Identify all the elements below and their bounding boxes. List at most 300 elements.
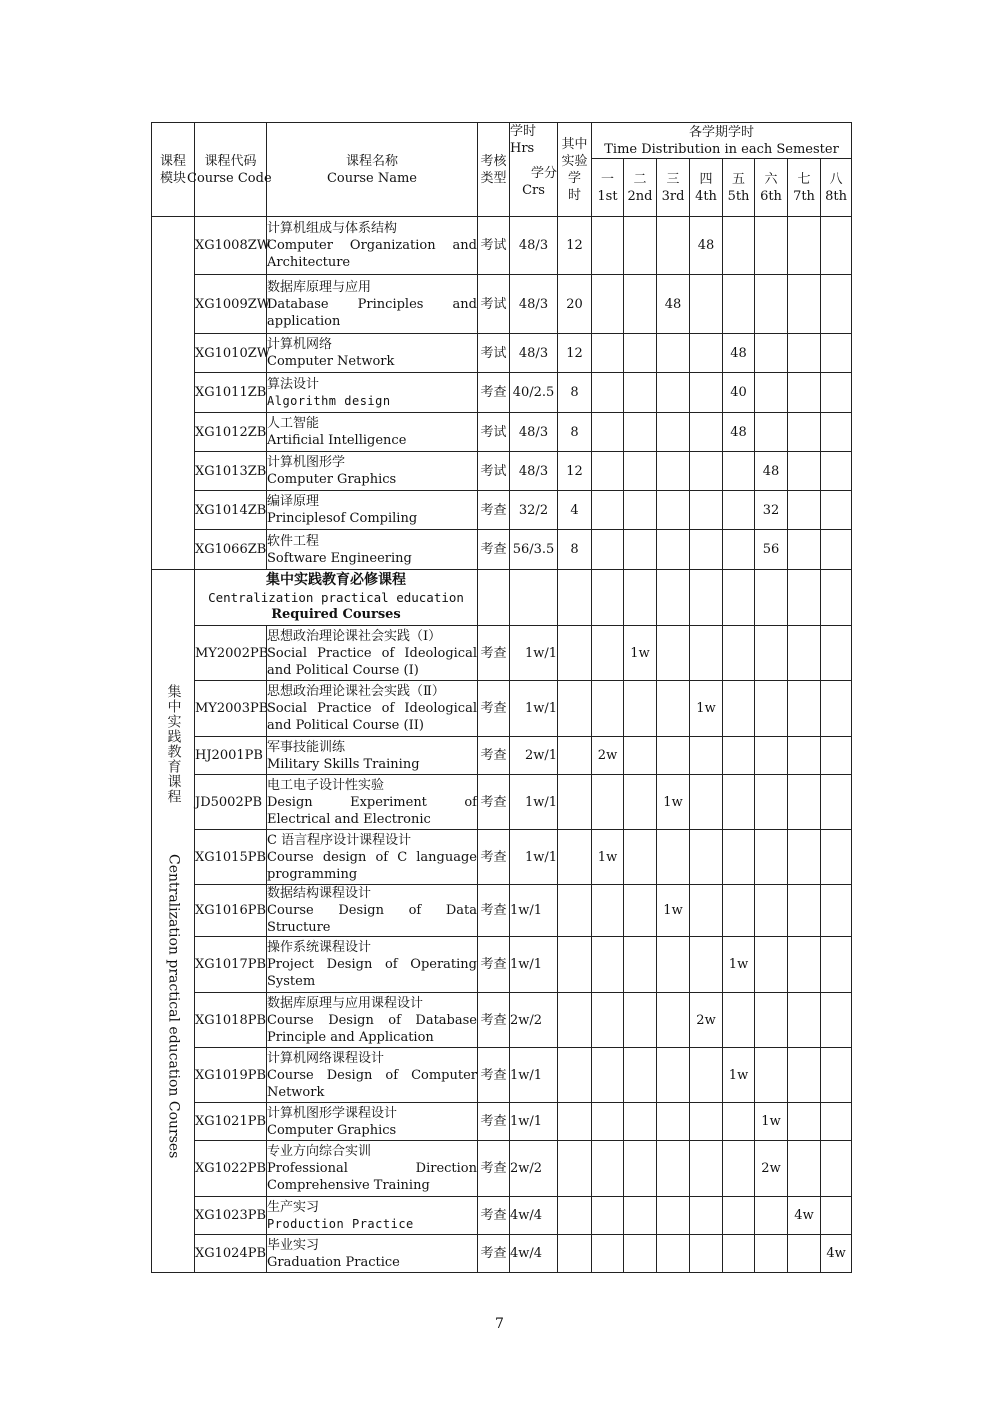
semester-header — [592, 159, 624, 217]
semester-hours-cell — [690, 1197, 723, 1235]
assess-type: 考查 — [480, 903, 507, 918]
hours-credits-cell — [510, 993, 558, 1048]
course-code: HJ2001PB — [195, 748, 263, 763]
course-name-cell — [267, 334, 478, 373]
hours-credits-cell — [510, 737, 558, 775]
semester-hours-cell — [592, 373, 624, 413]
lab-hours: 4 — [570, 502, 579, 518]
semester-hours-cell — [755, 1103, 788, 1141]
semester-hours-cell — [788, 1197, 821, 1235]
course-name-zh: 计算机图形学 — [267, 455, 346, 470]
semester-hours-cell — [657, 530, 690, 570]
lab-hours-cell — [558, 885, 592, 937]
hours-credits-cell — [510, 1197, 558, 1235]
hours-credits: 56/3.5 — [512, 542, 555, 557]
course-name-zh: 生产实习 — [267, 1199, 320, 1215]
semester-hours-cell — [788, 775, 821, 830]
table-row — [152, 681, 852, 737]
hours-credits-cell — [510, 491, 558, 530]
course-name-zh: 专业方向综合实训 — [267, 1144, 372, 1159]
semester-hours: 48 — [730, 345, 747, 361]
module-name-zh: 集中实践教育课程 — [165, 683, 182, 804]
lab-hours-cell — [558, 1197, 592, 1235]
table-row — [152, 626, 852, 681]
semester-hours-cell — [788, 1141, 821, 1197]
assess-type: 考试 — [480, 296, 507, 312]
course-name-en: Software Engineering — [267, 550, 412, 566]
semester-header — [821, 159, 852, 217]
semester-hours: 2w — [761, 1161, 781, 1176]
semester-zh: 三 — [666, 171, 680, 187]
assess-type-cell — [478, 1197, 510, 1235]
semester-hours-cell — [755, 413, 788, 452]
course-code-cell — [195, 681, 267, 737]
assess-type: 考试 — [480, 345, 507, 361]
section-title-row — [152, 570, 852, 626]
semester-hours-cell — [690, 413, 723, 452]
hours-credits: 1w/1 — [524, 794, 557, 810]
semester-hours: 48 — [730, 424, 747, 440]
semester-hours-cell — [624, 1197, 657, 1235]
name-header — [267, 123, 478, 217]
hours-credits-cell — [510, 275, 558, 334]
course-code-cell — [195, 217, 271, 275]
course-name-cell — [267, 1197, 478, 1235]
hours-credits: 40/2.5 — [512, 385, 555, 400]
hours-credits-cell — [510, 830, 558, 885]
course-name-cell — [267, 1103, 478, 1141]
hours-credits-cell — [510, 413, 558, 452]
semester-hours-cell — [690, 1048, 723, 1103]
course-code-cell — [195, 491, 267, 530]
semester-hours-cell — [821, 491, 852, 530]
lab-hours-cell — [558, 413, 592, 452]
semester-hours-cell — [723, 737, 755, 775]
lab-hours-cell — [558, 1141, 592, 1197]
semester-hours-cell — [788, 217, 821, 275]
semester-zh: 七 — [797, 171, 811, 187]
course-code: XG1011ZB — [195, 385, 267, 400]
lab-hours-cell — [558, 626, 592, 681]
assess-type: 考试 — [480, 238, 507, 253]
course-code-cell — [195, 413, 267, 452]
semester-hours-cell — [821, 452, 852, 491]
course-name-cell — [267, 413, 478, 452]
course-name-zh: 毕业实习 — [267, 1237, 320, 1253]
dist-header-zh: 各学期学时 — [689, 124, 755, 140]
empty-cell — [624, 570, 657, 626]
course-code-cell — [195, 885, 267, 937]
semester-header — [755, 159, 788, 217]
semester-hours-cell — [788, 830, 821, 885]
course-name-en: Computer Network — [267, 354, 395, 369]
semester-hours-cell — [755, 1197, 788, 1235]
table-header — [152, 123, 852, 217]
course-name-cell — [267, 681, 478, 737]
semester-hours-cell — [657, 830, 690, 885]
lab-hours: 20 — [566, 296, 583, 312]
hours-credits: 1w/1 — [510, 957, 543, 972]
semester-hours-cell — [657, 885, 690, 937]
course-name-zh: 军事技能训练 — [267, 739, 346, 755]
semester-hours: 32 — [762, 502, 780, 518]
semester-hours-cell — [788, 1048, 821, 1103]
course-name-zh: 数据库原理与应用 — [267, 279, 372, 295]
hours-credits: 48/3 — [518, 345, 549, 361]
course-name-cell — [267, 830, 478, 885]
hours-credits: 1w/1 — [524, 701, 557, 716]
semester-header — [624, 159, 657, 217]
semester-hours-cell — [690, 830, 723, 885]
semester-hours-cell — [821, 334, 852, 373]
course-name-en: Course design of C language programming — [267, 849, 477, 882]
semester-en: 1st — [597, 188, 618, 204]
course-name-en: Design Experiment of Electrical and Electronic — [267, 794, 477, 827]
semester-hours-cell — [657, 1141, 690, 1197]
semester-hours-cell — [592, 775, 624, 830]
semester-hours-cell — [723, 681, 755, 737]
semester-hours-cell — [821, 775, 852, 830]
course-code: XG1022PB — [195, 1161, 267, 1176]
semester-hours-cell — [821, 830, 852, 885]
semester-hours-cell — [690, 737, 723, 775]
semester-hours-cell — [624, 275, 657, 334]
course-name-cell — [267, 937, 478, 993]
hours-credits-cell — [510, 530, 558, 570]
semester-hours-cell — [624, 413, 657, 452]
course-name-zh: 思想政治理论课社会实践（Ⅱ） — [267, 684, 445, 699]
semester-hours-cell — [821, 1197, 852, 1235]
course-code: XG1012ZB — [195, 424, 267, 440]
semester-hours-cell — [821, 1235, 852, 1273]
semester-hours-cell — [592, 1103, 624, 1141]
course-name-zh: 思想政治理论课社会实践（Ⅰ） — [267, 628, 442, 644]
semester-hours-cell — [723, 937, 755, 993]
semester-hours: 1w — [696, 701, 716, 716]
course-name-cell — [267, 737, 478, 775]
course-name-zh: 计算机组成与体系结构 — [267, 221, 398, 236]
semester-hours-cell — [821, 737, 852, 775]
semester-en: 4th — [695, 188, 717, 204]
semester-hours-cell — [723, 530, 755, 570]
dist-header — [592, 123, 852, 159]
assess-type: 考查 — [480, 1161, 507, 1176]
lab-hours-cell — [558, 681, 592, 737]
semester-hours-cell — [788, 937, 821, 993]
assess-type-cell — [478, 830, 510, 885]
semester-hours-cell — [657, 737, 690, 775]
code-header-en: Course Code — [187, 170, 272, 186]
semester-hours-cell — [592, 530, 624, 570]
semester-hours-cell — [821, 993, 852, 1048]
semester-hours-cell — [723, 1103, 755, 1141]
semester-hours-cell — [592, 1141, 624, 1197]
empty-cell — [510, 570, 558, 626]
assess-type-cell — [478, 275, 510, 334]
table-row — [152, 1197, 852, 1235]
semester-hours-cell — [624, 334, 657, 373]
empty-cell — [755, 570, 788, 626]
course-code: XG1066ZB — [195, 542, 267, 557]
course-code-cell — [195, 452, 267, 491]
table-row — [152, 275, 852, 334]
empty-cell — [821, 570, 852, 626]
course-code: JD5002PB — [195, 794, 263, 810]
semester-hours-cell — [755, 937, 788, 993]
course-name-en: Production Practice — [267, 1216, 414, 1231]
course-code: XG1024PB — [195, 1246, 267, 1261]
table-row — [152, 217, 852, 275]
semester-hours-cell — [657, 937, 690, 993]
semester-hours-cell — [788, 681, 821, 737]
semester-hours-cell — [624, 1048, 657, 1103]
hours-credits: 48/3 — [518, 296, 549, 312]
semester-hours-cell — [755, 626, 788, 681]
assess-type-cell — [478, 775, 510, 830]
course-name-cell — [267, 217, 478, 275]
hours-credits: 2w/1 — [524, 748, 557, 763]
code-header-zh: 课程代码 — [204, 153, 257, 169]
semester-hours-cell — [657, 217, 690, 275]
semester-hours-cell — [657, 1197, 690, 1235]
semester-hours-cell — [624, 737, 657, 775]
semester-hours-cell — [788, 737, 821, 775]
semester-hours: 2w — [597, 748, 618, 763]
course-name-zh: 计算机网络 — [267, 337, 333, 352]
lab-hours: 12 — [566, 345, 583, 361]
table-body — [152, 217, 852, 1273]
assess-type-cell — [478, 681, 510, 737]
course-name-en: Course Design of Computer Network — [267, 1067, 477, 1100]
table-row — [152, 334, 852, 373]
semester-hours: 48 — [664, 296, 682, 312]
assess-type-cell — [478, 737, 510, 775]
course-name-en: Computer Organization and Architecture — [267, 238, 477, 270]
course-code-cell — [195, 737, 267, 775]
semester-hours-cell — [592, 681, 624, 737]
assess-type: 考查 — [480, 645, 507, 661]
semester-hours: 1w — [761, 1114, 781, 1129]
semester-hours-cell — [723, 830, 755, 885]
semester-hours: 1w — [663, 794, 683, 810]
hours-credits: 4w/4 — [510, 1208, 543, 1223]
semester-zh: 二 — [633, 171, 647, 187]
course-name-en: Graduation Practice — [267, 1254, 400, 1270]
semester-hours-cell — [592, 413, 624, 452]
hours-credits-cell — [510, 1048, 558, 1103]
course-name-en: Course Design of Database Principle and Application — [267, 1012, 477, 1045]
semester-hours-cell — [592, 830, 624, 885]
table-row — [152, 452, 852, 491]
semester-hours-cell — [788, 1235, 821, 1273]
semester-hours-cell — [755, 830, 788, 885]
table-row — [152, 530, 852, 570]
semester-hours-cell — [788, 530, 821, 570]
curriculum-table — [151, 122, 852, 1273]
course-name-en: Computer Graphics — [267, 472, 397, 487]
crs-header-zh: 学分 — [530, 166, 557, 181]
semester-en: 6th — [760, 188, 782, 204]
empty-cell — [478, 570, 510, 626]
course-name-zh: 电工电子设计性实验 — [267, 777, 385, 793]
semester-hours-cell — [821, 217, 852, 275]
hours-credits: 32/2 — [518, 502, 549, 518]
semester-hours-cell — [755, 1141, 788, 1197]
course-code-cell — [195, 993, 267, 1048]
semester-hours-cell — [821, 626, 852, 681]
name-header-en: Course Name — [326, 170, 417, 186]
course-code: XG1009ZW — [195, 296, 271, 312]
course-code-cell — [195, 1235, 267, 1273]
semester-hours-cell — [788, 373, 821, 413]
table-row — [152, 885, 852, 937]
course-code-cell — [195, 530, 267, 570]
table-row — [152, 1141, 852, 1197]
hours-credits: 1w/1 — [510, 1114, 543, 1129]
semester-hours-cell — [592, 937, 624, 993]
hours-credits: 48/3 — [518, 238, 549, 253]
semester-hours-cell — [723, 1235, 755, 1273]
semester-hours-cell — [624, 993, 657, 1048]
lab-hours: 12 — [566, 238, 583, 253]
semester-hours-cell — [624, 452, 657, 491]
semester-hours-cell — [592, 1197, 624, 1235]
semester-hours-cell — [624, 885, 657, 937]
course-code: XG1017PB — [195, 957, 267, 972]
lab-header-text: 其中 实验学 时 — [561, 136, 588, 203]
hours-credits-cell — [510, 681, 558, 737]
assess-type-cell — [478, 413, 510, 452]
lab-hours-cell — [558, 775, 592, 830]
semester-hours-cell — [723, 626, 755, 681]
semester-hours-cell — [657, 491, 690, 530]
course-code: XG1015PB — [195, 849, 267, 865]
page-number: 7 — [495, 1316, 504, 1332]
assess-type: 考查 — [480, 1208, 507, 1223]
course-name-en: Social Practice of Ideological and Political Course (I) — [267, 645, 477, 678]
semester-hours-cell — [723, 217, 755, 275]
assess-type: 考查 — [480, 502, 507, 518]
module-header-text: 课程 模块 — [159, 153, 186, 186]
semester-hours-cell — [657, 1235, 690, 1273]
semester-hours-cell — [657, 626, 690, 681]
semester-hours-cell — [624, 217, 657, 275]
semester-hours-cell — [592, 334, 624, 373]
semester-hours-cell — [755, 1048, 788, 1103]
semester-hours-cell — [690, 937, 723, 993]
course-name-cell — [267, 491, 478, 530]
module-cell-professional — [152, 217, 195, 570]
semester-en: 2nd — [627, 188, 653, 204]
semester-hours-cell — [755, 217, 788, 275]
semester-hours-cell — [755, 491, 788, 530]
lab-hours-cell — [558, 830, 592, 885]
course-name-cell — [267, 885, 478, 937]
lab-hours: 8 — [570, 542, 579, 557]
semester-hours: 40 — [730, 385, 747, 400]
semester-hours-cell — [723, 1048, 755, 1103]
hours-credits: 48/3 — [518, 424, 549, 440]
lab-hours-cell — [558, 530, 592, 570]
course-code: MY2003PB — [195, 701, 269, 716]
course-name-en: Course Design of Data Structure — [267, 903, 477, 935]
assess-type: 考查 — [480, 1114, 507, 1129]
semester-hours-cell — [788, 1103, 821, 1141]
semester-hours-cell — [723, 993, 755, 1048]
course-code: MY2002PB — [195, 645, 269, 661]
hrs-header-zh: 学时 — [510, 124, 537, 139]
lab-hours-cell — [558, 1103, 592, 1141]
course-code-cell — [195, 334, 271, 373]
semester-hours-cell — [592, 993, 624, 1048]
course-name-en: Professional Direction Comprehensive Training — [267, 1161, 477, 1193]
semester-hours-cell — [690, 885, 723, 937]
assess-type: 考查 — [480, 748, 507, 763]
semester-hours-cell — [821, 937, 852, 993]
lab-hours-cell — [558, 737, 592, 775]
hours-credits-cell — [510, 626, 558, 681]
semester-hours-cell — [755, 334, 788, 373]
assess-type-cell — [478, 1141, 510, 1197]
course-name-en: Project Design of Operating System — [267, 957, 477, 989]
semester-hours-cell — [723, 373, 755, 413]
course-code: XG1008ZW — [195, 238, 271, 253]
semester-hours-cell — [592, 737, 624, 775]
hours-credits: 2w/2 — [510, 1012, 543, 1028]
course-code-cell — [195, 373, 267, 413]
section-title-required: Required Courses — [271, 607, 401, 622]
semester-hours-cell — [690, 1235, 723, 1273]
assess-type-cell — [478, 452, 510, 491]
course-name-cell — [267, 452, 478, 491]
empty-cell — [690, 570, 723, 626]
course-code-cell — [195, 275, 271, 334]
assess-header — [478, 123, 510, 217]
hours-credits-cell — [510, 334, 558, 373]
semester-hours-cell — [821, 885, 852, 937]
semester-hours: 1w — [597, 849, 618, 865]
assess-header-text: 考核 类型 — [480, 153, 507, 186]
assess-type: 考查 — [480, 701, 507, 716]
hours-credits: 4w/4 — [510, 1246, 543, 1261]
semester-hours-cell — [821, 1141, 852, 1197]
semester-hours-cell — [592, 217, 624, 275]
semester-hours-cell — [624, 830, 657, 885]
assess-type-cell — [478, 1103, 510, 1141]
semester-hours-cell — [821, 1103, 852, 1141]
empty-cell — [788, 570, 821, 626]
hours-credits: 2w/2 — [510, 1161, 543, 1176]
course-code-cell — [195, 830, 267, 885]
semester-zh: 四 — [699, 171, 713, 187]
course-name-zh: 软件工程 — [267, 533, 320, 549]
hours-credits-cell — [510, 452, 558, 491]
hours-credits-cell — [510, 373, 558, 413]
assess-type-cell — [478, 1048, 510, 1103]
semester-hours: 48 — [697, 238, 715, 253]
semester-hours-cell — [592, 1235, 624, 1273]
hours-credits: 1w/1 — [510, 1067, 543, 1083]
course-name-cell — [267, 530, 478, 570]
assess-type: 考查 — [480, 542, 507, 557]
table-row — [152, 1103, 852, 1141]
semester-hours-cell — [690, 1103, 723, 1141]
semester-hours-cell — [657, 275, 690, 334]
lab-hours-cell — [558, 334, 592, 373]
semester-hours-cell — [690, 334, 723, 373]
semester-hours-cell — [755, 775, 788, 830]
assess-type-cell — [478, 937, 510, 993]
